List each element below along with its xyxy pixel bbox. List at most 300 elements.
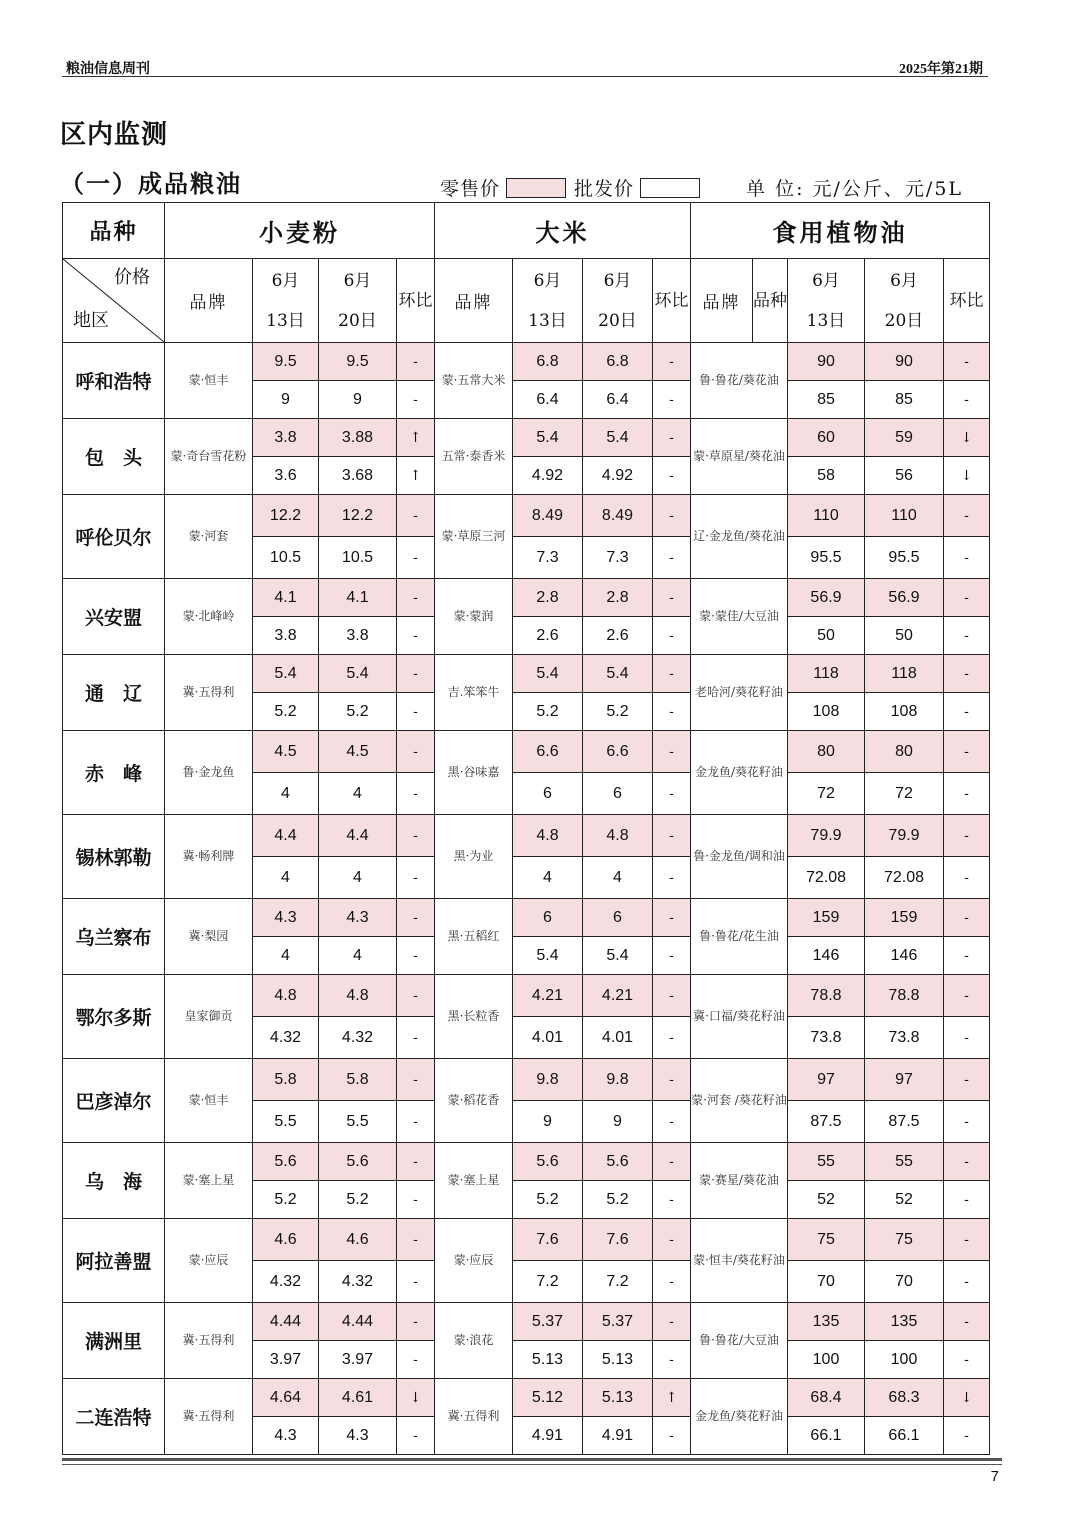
oil-retail-price: 90 (865, 343, 944, 381)
flour-wholesale-price: 10.5 (253, 537, 319, 579)
rice-wholesale-price: 6 (583, 773, 653, 815)
flour-wholesale-price: 3.68 (319, 457, 397, 495)
table-row-retail (63, 655, 990, 693)
flour-retail-change: - (397, 1219, 435, 1261)
flour-wholesale-price: 9 (319, 381, 397, 419)
region-name: 乌兰察布 (63, 899, 165, 975)
oil-brand: 鲁·金龙鱼/调和油 (691, 815, 788, 899)
rice-wholesale-price: 4.91 (513, 1417, 583, 1455)
table-row-retail (63, 1219, 990, 1261)
oil-retail-price: 110 (788, 495, 865, 537)
flour-retail-change: - (397, 655, 435, 693)
table-row-retail (63, 1059, 990, 1101)
flour-wholesale-change: - (397, 1417, 435, 1455)
oil-wholesale-price: 146 (865, 937, 944, 975)
oil-retail-price: 55 (788, 1143, 865, 1181)
flour-wholesale-change: - (397, 1261, 435, 1303)
oil-wholesale-price: 85 (788, 381, 865, 419)
table-row-retail (63, 1379, 990, 1417)
flour-wholesale-change: - (397, 537, 435, 579)
oil-wholesale-price: 87.5 (865, 1101, 944, 1143)
rice-wholesale-change: - (653, 1417, 691, 1455)
oil-brand: 蒙·河套 /葵花籽油 (691, 1059, 788, 1143)
flour-brand: 冀·五得利 (165, 655, 253, 731)
oil-wholesale-price: 50 (865, 617, 944, 655)
oil-wholesale-change: - (944, 857, 990, 899)
flour-wholesale-price: 4 (253, 937, 319, 975)
flour-retail-price: 12.2 (253, 495, 319, 537)
footer-rule (62, 1458, 1002, 1461)
flour-retail-change: - (397, 899, 435, 937)
flour-wholesale-price: 5.2 (319, 1181, 397, 1219)
table-row-retail (63, 731, 990, 773)
flour-brand: 蒙·恒丰 (165, 1059, 253, 1143)
flour-wholesale-change: - (397, 617, 435, 655)
rice-wholesale-price: 5.4 (513, 937, 583, 975)
flour-retail-price: 5.6 (319, 1143, 397, 1181)
page-number: 7 (990, 1468, 999, 1485)
rice-retail-price: 7.6 (513, 1219, 583, 1261)
flour-wholesale-change: ↑ (397, 457, 435, 495)
oil-retail-change: - (944, 1059, 990, 1101)
oil-wholesale-price: 72 (865, 773, 944, 815)
flour-wholesale-price: 4.32 (253, 1017, 319, 1059)
oil-retail-price: 118 (865, 655, 944, 693)
flour-retail-price: 4.61 (319, 1379, 397, 1417)
rice-wholesale-price: 6.4 (513, 381, 583, 419)
flour-wholesale-price: 5.5 (253, 1101, 319, 1143)
oil-retail-change: ↓ (944, 1379, 990, 1417)
flour-brand: 蒙·奇台雪花粉 (165, 419, 253, 495)
rice-brand: 蒙·稻花香 (435, 1059, 513, 1143)
rice-retail-change: ↑ (653, 1379, 691, 1417)
header-rule (62, 76, 988, 77)
rice-retail-change: - (653, 343, 691, 381)
flour-retail-price: 4.44 (319, 1303, 397, 1341)
region-name: 呼伦贝尔 (63, 495, 165, 579)
legend-wholesale-swatch (640, 178, 700, 198)
oil-retail-price: 68.4 (788, 1379, 865, 1417)
rice-wholesale-change: - (653, 1017, 691, 1059)
rice-wholesale-price: 2.6 (513, 617, 583, 655)
rice-retail-price: 9.8 (583, 1059, 653, 1101)
rice-wholesale-price: 6.4 (583, 381, 653, 419)
flour-retail-price: 3.88 (319, 419, 397, 457)
oil-retail-price: 135 (865, 1303, 944, 1341)
flour-wholesale-change: - (397, 1181, 435, 1219)
region-name: 通 辽 (63, 655, 165, 731)
region-name: 呼和浩特 (63, 343, 165, 419)
rice-retail-price: 5.4 (583, 655, 653, 693)
rice-retail-price: 5.4 (513, 419, 583, 457)
rice-retail-price: 8.49 (513, 495, 583, 537)
rice-wholesale-change: - (653, 1341, 691, 1379)
oil-retail-price: 110 (865, 495, 944, 537)
oil-brand: 鲁·鲁花/葵花油 (691, 343, 788, 419)
section-title: 区内监测 (60, 120, 169, 150)
flour-brand: 皇家御贡 (165, 975, 253, 1059)
oil-retail-change: - (944, 975, 990, 1017)
flour-retail-price: 4.1 (253, 579, 319, 617)
rice-wholesale-price: 2.6 (583, 617, 653, 655)
oil-wholesale-change: ↓ (944, 457, 990, 495)
rice-wholesale-price: 7.2 (513, 1261, 583, 1303)
flour-wholesale-price: 3.6 (253, 457, 319, 495)
flour-brand: 鲁·金龙鱼 (165, 731, 253, 815)
rice-retail-change: - (653, 1059, 691, 1101)
oil-brand: 金龙鱼/葵花籽油 (691, 1379, 788, 1455)
rice-wholesale-change: - (653, 1261, 691, 1303)
flour-brand: 冀·五得利 (165, 1303, 253, 1379)
flour-brand: 蒙·塞上星 (165, 1143, 253, 1219)
rice-retail-change: - (653, 975, 691, 1017)
rice-wholesale-change: - (653, 773, 691, 815)
rice-retail-price: 6 (513, 899, 583, 937)
flour-wholesale-price: 5.2 (253, 1181, 319, 1219)
rice-wholesale-price: 9 (583, 1101, 653, 1143)
header-rice-date1: 6月 13日 (513, 259, 583, 343)
rice-wholesale-price: 7.3 (583, 537, 653, 579)
header-issue: 2025年第21期 (899, 62, 983, 77)
flour-wholesale-change: - (397, 1101, 435, 1143)
table-row-retail (63, 1303, 990, 1341)
flour-retail-price: 4.1 (319, 579, 397, 617)
oil-wholesale-price: 70 (865, 1261, 944, 1303)
flour-wholesale-price: 5.2 (253, 693, 319, 731)
header-oil-brand: 品牌 (691, 259, 753, 343)
oil-wholesale-change: - (944, 1261, 990, 1303)
header-region-label: 地区 (73, 310, 109, 331)
rice-wholesale-price: 9 (513, 1101, 583, 1143)
rice-brand: 蒙·应辰 (435, 1219, 513, 1303)
rice-wholesale-change: - (653, 457, 691, 495)
flour-retail-price: 5.4 (319, 655, 397, 693)
oil-wholesale-change: - (944, 1101, 990, 1143)
rice-retail-price: 4.8 (583, 815, 653, 857)
flour-wholesale-price: 4 (319, 857, 397, 899)
flour-wholesale-price: 4.3 (253, 1417, 319, 1455)
rice-retail-price: 6.8 (513, 343, 583, 381)
table-row-retail (63, 495, 990, 537)
rice-wholesale-price: 4.01 (583, 1017, 653, 1059)
flour-wholesale-price: 4 (319, 937, 397, 975)
flour-retail-change: - (397, 1143, 435, 1181)
oil-retail-change: - (944, 1143, 990, 1181)
subsection-title: （一）成品粮油 (60, 169, 242, 198)
table-row-retail (63, 343, 990, 381)
header-flour-date1: 6月 13日 (253, 259, 319, 343)
rice-retail-change: - (653, 731, 691, 773)
legend-unit: 单 位: 元/公斤、元/5L (746, 178, 964, 200)
flour-retail-price: 4.8 (253, 975, 319, 1017)
oil-retail-change: - (944, 815, 990, 857)
rice-retail-change: - (653, 815, 691, 857)
rice-retail-change: - (653, 899, 691, 937)
rice-retail-price: 5.37 (513, 1303, 583, 1341)
oil-retail-price: 75 (865, 1219, 944, 1261)
rice-brand: 蒙·草原三河 (435, 495, 513, 579)
oil-retail-price: 75 (788, 1219, 865, 1261)
header-rice-date2: 6月 20日 (583, 259, 653, 343)
rice-retail-price: 5.12 (513, 1379, 583, 1417)
flour-brand: 冀·五得利 (165, 1379, 253, 1455)
table-row-retail (63, 1143, 990, 1181)
oil-wholesale-price: 70 (788, 1261, 865, 1303)
oil-wholesale-price: 73.8 (788, 1017, 865, 1059)
oil-retail-price: 68.3 (865, 1379, 944, 1417)
oil-brand: 辽·金龙鱼/葵花油 (691, 495, 788, 579)
oil-wholesale-change: - (944, 617, 990, 655)
price-legend (440, 174, 963, 201)
legend-retail-swatch (506, 178, 566, 198)
rice-wholesale-price: 6 (513, 773, 583, 815)
rice-retail-change: - (653, 1303, 691, 1341)
flour-wholesale-price: 3.8 (319, 617, 397, 655)
oil-wholesale-price: 66.1 (788, 1417, 865, 1455)
flour-wholesale-price: 4.32 (319, 1261, 397, 1303)
flour-retail-change: - (397, 1059, 435, 1101)
region-name: 阿拉善盟 (63, 1219, 165, 1303)
rice-brand: 蒙·塞上星 (435, 1143, 513, 1219)
oil-wholesale-price: 108 (865, 693, 944, 731)
rice-retail-price: 6.8 (583, 343, 653, 381)
flour-retail-price: 9.5 (253, 343, 319, 381)
flour-retail-change: ↓ (397, 1379, 435, 1417)
rice-wholesale-price: 5.2 (513, 1181, 583, 1219)
flour-retail-change: - (397, 815, 435, 857)
oil-wholesale-change: - (944, 381, 990, 419)
oil-retail-change: - (944, 1303, 990, 1341)
oil-retail-price: 159 (865, 899, 944, 937)
region-name: 锡林郭勒 (63, 815, 165, 899)
rice-retail-price: 5.4 (513, 655, 583, 693)
rice-wholesale-change: - (653, 1181, 691, 1219)
region-name: 巴彦淖尔 (63, 1059, 165, 1143)
flour-retail-change: - (397, 495, 435, 537)
table-row-retail (63, 899, 990, 937)
oil-retail-price: 78.8 (788, 975, 865, 1017)
price-table (62, 202, 990, 1455)
flour-wholesale-price: 4 (253, 773, 319, 815)
region-name: 赤 峰 (63, 731, 165, 815)
flour-wholesale-price: 4 (253, 857, 319, 899)
oil-retail-price: 56.9 (788, 579, 865, 617)
header-oil-kind: 品种 (753, 259, 788, 343)
flour-retail-change: ↑ (397, 419, 435, 457)
oil-wholesale-price: 52 (788, 1181, 865, 1219)
oil-wholesale-change: - (944, 693, 990, 731)
header-variety: 品种 (63, 203, 165, 259)
table-row-retail (63, 815, 990, 857)
rice-retail-change: - (653, 579, 691, 617)
header-diagonal (63, 259, 165, 343)
flour-retail-price: 5.6 (253, 1143, 319, 1181)
oil-wholesale-price: 100 (788, 1341, 865, 1379)
rice-brand: 黑·长粒香 (435, 975, 513, 1059)
oil-wholesale-price: 52 (865, 1181, 944, 1219)
rice-wholesale-price: 5.2 (513, 693, 583, 731)
header-rice: 大米 (435, 203, 691, 259)
flour-retail-change: - (397, 343, 435, 381)
oil-wholesale-change: - (944, 1417, 990, 1455)
flour-wholesale-change: - (397, 381, 435, 419)
rice-wholesale-price: 5.2 (583, 693, 653, 731)
flour-wholesale-price: 3.97 (319, 1341, 397, 1379)
rice-wholesale-price: 5.2 (583, 1181, 653, 1219)
oil-wholesale-price: 50 (788, 617, 865, 655)
flour-retail-price: 4.4 (253, 815, 319, 857)
oil-retail-price: 78.8 (865, 975, 944, 1017)
oil-retail-change: - (944, 1219, 990, 1261)
header-rice-brand: 品牌 (435, 259, 513, 343)
flour-wholesale-change: - (397, 937, 435, 975)
rice-wholesale-change: - (653, 857, 691, 899)
oil-retail-price: 90 (788, 343, 865, 381)
oil-retail-price: 159 (788, 899, 865, 937)
rice-brand: 五常·泰香米 (435, 419, 513, 495)
flour-retail-price: 9.5 (319, 343, 397, 381)
flour-retail-price: 12.2 (319, 495, 397, 537)
oil-retail-change: - (944, 495, 990, 537)
rice-wholesale-price: 4 (583, 857, 653, 899)
header-oil-date1: 6月 13日 (788, 259, 865, 343)
oil-wholesale-price: 87.5 (788, 1101, 865, 1143)
oil-brand: 金龙鱼/葵花籽油 (691, 731, 788, 815)
rice-retail-price: 5.4 (583, 419, 653, 457)
flour-retail-price: 4.5 (253, 731, 319, 773)
rice-wholesale-price: 7.3 (513, 537, 583, 579)
header-publication: 粮油信息周刊 (66, 62, 150, 77)
oil-wholesale-price: 66.1 (865, 1417, 944, 1455)
oil-wholesale-change: - (944, 937, 990, 975)
rice-wholesale-price: 5.13 (513, 1341, 583, 1379)
footer-rule-thin (62, 1464, 1002, 1465)
flour-brand: 蒙·河套 (165, 495, 253, 579)
oil-retail-price: 97 (788, 1059, 865, 1101)
oil-retail-change: - (944, 343, 990, 381)
oil-wholesale-price: 58 (788, 457, 865, 495)
rice-retail-price: 7.6 (583, 1219, 653, 1261)
flour-retail-price: 4.6 (253, 1219, 319, 1261)
flour-retail-price: 4.44 (253, 1303, 319, 1341)
oil-retail-price: 79.9 (865, 815, 944, 857)
flour-wholesale-price: 10.5 (319, 537, 397, 579)
region-name: 满洲里 (63, 1303, 165, 1379)
rice-wholesale-price: 4.01 (513, 1017, 583, 1059)
flour-retail-price: 3.8 (253, 419, 319, 457)
flour-retail-price: 5.8 (253, 1059, 319, 1101)
oil-brand: 老哈河/葵花籽油 (691, 655, 788, 731)
rice-brand: 蒙·五常大米 (435, 343, 513, 419)
oil-retail-price: 79.9 (788, 815, 865, 857)
rice-wholesale-price: 5.4 (583, 937, 653, 975)
table-row-retail (63, 419, 990, 457)
oil-retail-price: 55 (865, 1143, 944, 1181)
oil-wholesale-change: - (944, 773, 990, 815)
oil-wholesale-price: 73.8 (865, 1017, 944, 1059)
flour-wholesale-price: 3.97 (253, 1341, 319, 1379)
oil-retail-change: - (944, 579, 990, 617)
oil-retail-price: 135 (788, 1303, 865, 1341)
oil-wholesale-change: - (944, 537, 990, 579)
rice-retail-price: 5.13 (583, 1379, 653, 1417)
flour-wholesale-change: - (397, 857, 435, 899)
oil-retail-change: ↓ (944, 419, 990, 457)
oil-wholesale-price: 100 (865, 1341, 944, 1379)
rice-retail-price: 8.49 (583, 495, 653, 537)
flour-retail-price: 4.3 (319, 899, 397, 937)
flour-brand: 蒙·北峰岭 (165, 579, 253, 655)
oil-brand: 蒙·恒丰/葵花籽油 (691, 1219, 788, 1303)
oil-retail-price: 80 (788, 731, 865, 773)
flour-wholesale-change: - (397, 693, 435, 731)
region-name: 兴安盟 (63, 579, 165, 655)
oil-retail-price: 118 (788, 655, 865, 693)
rice-wholesale-change: - (653, 381, 691, 419)
oil-wholesale-price: 72.08 (865, 857, 944, 899)
rice-wholesale-change: - (653, 937, 691, 975)
rice-wholesale-price: 4.92 (513, 457, 583, 495)
flour-retail-price: 4.64 (253, 1379, 319, 1417)
flour-wholesale-price: 4.32 (253, 1261, 319, 1303)
flour-retail-change: - (397, 579, 435, 617)
header-price-label: 价格 (114, 267, 150, 288)
rice-brand: 黑·五稻红 (435, 899, 513, 975)
header-flour-brand: 品牌 (165, 259, 253, 343)
rice-retail-price: 6.6 (513, 731, 583, 773)
flour-wholesale-price: 5.2 (319, 693, 397, 731)
header-flour-date2: 6月 20日 (319, 259, 397, 343)
oil-brand: 鲁·鲁花/大豆油 (691, 1303, 788, 1379)
rice-retail-price: 5.6 (513, 1143, 583, 1181)
flour-retail-price: 4.3 (253, 899, 319, 937)
oil-wholesale-price: 72 (788, 773, 865, 815)
rice-retail-price: 9.8 (513, 1059, 583, 1101)
oil-brand: 冀·口福/葵花籽油 (691, 975, 788, 1059)
oil-wholesale-price: 95.5 (865, 537, 944, 579)
rice-retail-change: - (653, 495, 691, 537)
flour-wholesale-price: 3.8 (253, 617, 319, 655)
flour-wholesale-change: - (397, 1341, 435, 1379)
rice-wholesale-change: - (653, 693, 691, 731)
region-name: 二连浩特 (63, 1379, 165, 1455)
flour-wholesale-price: 4.32 (319, 1017, 397, 1059)
rice-retail-change: - (653, 1143, 691, 1181)
rice-retail-price: 5.6 (583, 1143, 653, 1181)
oil-brand: 蒙·赛星/葵花油 (691, 1143, 788, 1219)
header-oil-change: 环比 (944, 259, 990, 343)
rice-wholesale-price: 4.92 (583, 457, 653, 495)
flour-brand: 蒙·应辰 (165, 1219, 253, 1303)
oil-retail-price: 59 (865, 419, 944, 457)
rice-wholesale-change: - (653, 537, 691, 579)
flour-retail-change: - (397, 1303, 435, 1341)
rice-wholesale-change: - (653, 617, 691, 655)
rice-retail-price: 6 (583, 899, 653, 937)
oil-retail-price: 97 (865, 1059, 944, 1101)
oil-wholesale-price: 108 (788, 693, 865, 731)
rice-retail-price: 2.8 (583, 579, 653, 617)
header-flour-change: 环比 (397, 259, 435, 343)
rice-retail-change: - (653, 419, 691, 457)
rice-wholesale-price: 4 (513, 857, 583, 899)
oil-brand: 蒙·蒙佳/大豆油 (691, 579, 788, 655)
rice-wholesale-price: 5.13 (583, 1341, 653, 1379)
region-name: 乌 海 (63, 1143, 165, 1219)
oil-retail-change: - (944, 655, 990, 693)
oil-brand: 鲁·鲁花/花生油 (691, 899, 788, 975)
region-name: 鄂尔多斯 (63, 975, 165, 1059)
